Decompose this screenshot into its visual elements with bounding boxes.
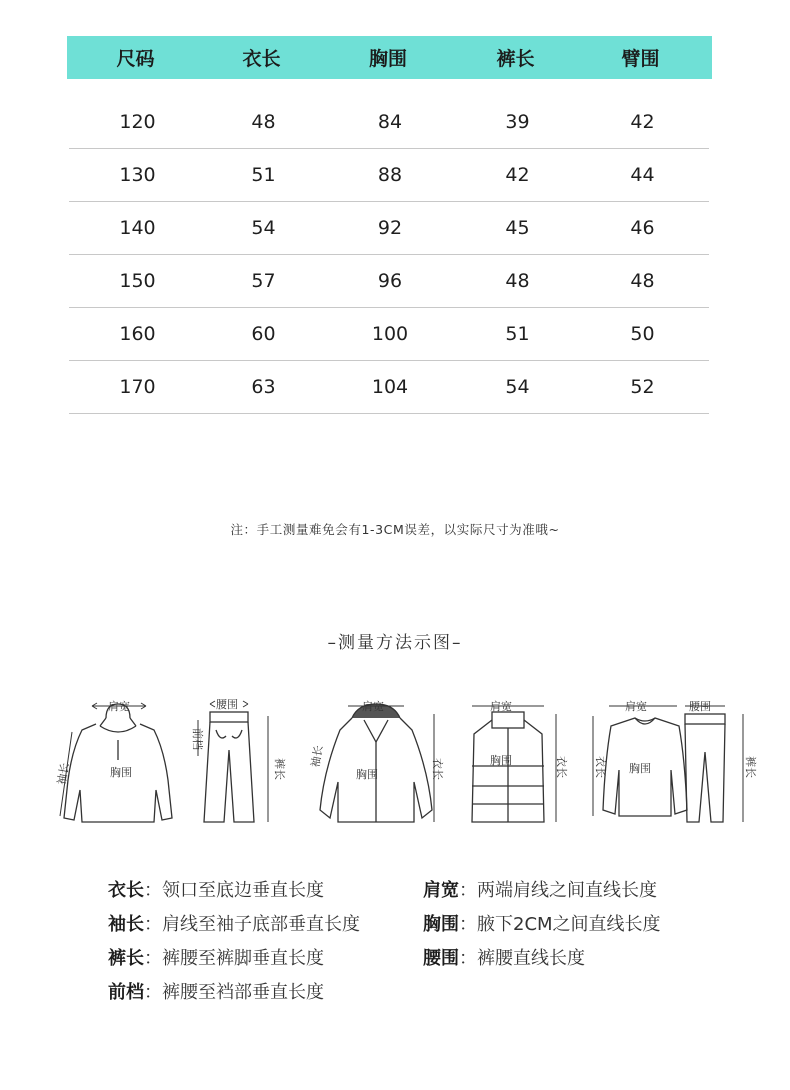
legend-desc: 裤腰至裆部垂直长度: [162, 982, 324, 1003]
legend-separator: ：: [459, 880, 477, 901]
legend-desc: 裤腰直线长度: [477, 948, 585, 969]
cell-size: 160: [119, 322, 156, 345]
set-diagram: [585, 690, 755, 830]
label-chest: 胸围: [110, 766, 132, 779]
label-length: 衣长: [431, 758, 444, 780]
header-pants-length: 裤长: [496, 48, 535, 70]
label-top-length: 衣长: [594, 756, 607, 778]
cell-size: 130: [119, 163, 156, 186]
cell-pants-length: 54: [505, 375, 530, 398]
table-row: [69, 360, 709, 414]
legend-item: [108, 872, 360, 906]
table-row: [69, 95, 709, 149]
legend-desc: 裤腰至裤脚垂直长度: [162, 948, 324, 969]
label-shoulder: 肩宽: [625, 700, 647, 713]
cell-pants-length: 39: [505, 110, 530, 133]
table-row: [69, 148, 709, 202]
section-title: –测量方法示图–: [327, 633, 463, 653]
size-table: [67, 36, 712, 398]
legend-separator: ：: [144, 982, 162, 1003]
cell-arm: 42: [630, 110, 655, 133]
cell-length: 48: [251, 110, 276, 133]
legend-desc: 肩线至袖子底部垂直长度: [162, 914, 360, 935]
label-shoulder: 肩宽: [108, 700, 130, 713]
cell-arm: 48: [630, 269, 655, 292]
cell-pants-length: 51: [505, 322, 530, 345]
cell-length: 63: [251, 375, 276, 398]
legend-item: [108, 906, 360, 940]
cell-arm: 50: [630, 322, 655, 345]
label-chest: 胸围: [490, 754, 512, 767]
label-shoulder: 肩宽: [490, 700, 512, 713]
legend-term: 肩宽: [423, 880, 459, 901]
cell-length: 57: [251, 269, 276, 292]
legend-term: 袖长: [108, 914, 144, 935]
cell-arm: 44: [630, 163, 655, 186]
cell-chest: 96: [377, 269, 403, 292]
legend-separator: ：: [459, 914, 477, 935]
cell-size: 150: [119, 269, 156, 292]
header-arm: 臂围: [621, 48, 660, 70]
legend-item: [108, 974, 360, 1008]
cell-pants-length: 42: [505, 163, 530, 186]
label-length: 裤长: [273, 758, 286, 780]
legend-item: [108, 940, 360, 974]
cell-length: 54: [251, 216, 276, 239]
cell-chest: 104: [371, 375, 409, 398]
hoodie-diagram: [50, 690, 175, 830]
legend-term: 前档: [108, 982, 144, 1003]
table-row: [69, 307, 709, 361]
header-chest: 胸围: [368, 48, 407, 70]
pants-diagram: [180, 690, 290, 830]
legend-left: [108, 872, 360, 1008]
label-waist: 腰围: [216, 698, 238, 711]
label-sleeve: 袖长: [308, 744, 326, 769]
table-row: [69, 254, 709, 308]
legend-term: 胸围: [423, 914, 459, 935]
legend-desc: 领口至底边垂直长度: [162, 880, 324, 901]
label-rise: 前档: [191, 728, 204, 750]
header-size: 尺码: [116, 48, 155, 70]
cell-arm: 46: [630, 216, 655, 239]
cell-pants-length: 48: [505, 269, 530, 292]
legend-desc: 腋下2CM之间直线长度: [477, 914, 661, 935]
legend-desc: 两端肩线之间直线长度: [477, 880, 657, 901]
legend-item: [423, 872, 661, 906]
cell-length: 60: [251, 322, 276, 345]
vest-diagram: [458, 690, 568, 830]
label-chest: 胸围: [629, 762, 651, 775]
table-row: [69, 201, 709, 255]
cell-size: 120: [119, 110, 156, 133]
cell-length: 51: [251, 163, 276, 186]
label-shoulder: 肩宽: [362, 700, 384, 713]
cell-chest: 92: [377, 216, 403, 239]
label-chest: 胸围: [356, 768, 378, 781]
legend-separator: ：: [144, 948, 162, 969]
cell-pants-length: 45: [505, 216, 530, 239]
cell-chest: 84: [377, 110, 403, 133]
legend-term: 腰围: [423, 948, 459, 969]
label-pants-length: 裤长: [744, 756, 757, 778]
label-sleeve: 袖长: [54, 761, 72, 786]
measurement-diagrams: [50, 690, 760, 840]
label-waist: 腰围: [689, 700, 711, 713]
table-header: [67, 36, 712, 79]
legend-term: 裤长: [108, 948, 144, 969]
legend-separator: ：: [459, 948, 477, 969]
legend-right: [423, 872, 661, 974]
cell-chest: 88: [377, 163, 403, 186]
jacket-diagram: [308, 690, 444, 830]
legend-separator: ：: [144, 880, 162, 901]
measurement-note: 注：手工测量难免会有1-3CM误差，以实际尺寸为准哦~: [230, 522, 560, 537]
cell-size: 170: [119, 375, 156, 398]
legend-item: [423, 906, 661, 940]
cell-arm: 52: [630, 375, 655, 398]
header-length: 衣长: [242, 48, 281, 70]
cell-chest: 100: [371, 322, 409, 345]
legend-separator: ：: [144, 914, 162, 935]
cell-size: 140: [119, 216, 156, 239]
label-length: 衣长: [555, 756, 568, 778]
legend-item: [423, 940, 661, 974]
legend-term: 衣长: [108, 880, 144, 901]
